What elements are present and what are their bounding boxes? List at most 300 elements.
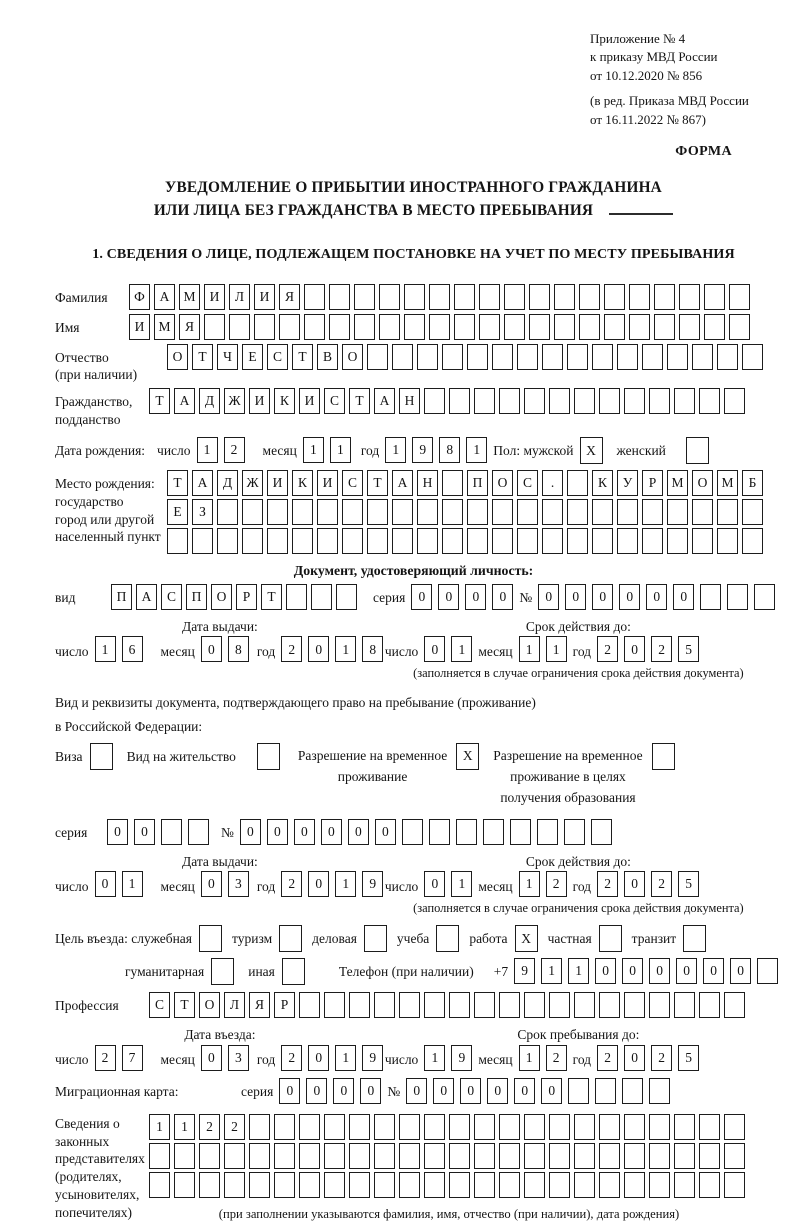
char-cell[interactable] — [217, 499, 238, 525]
char-cell[interactable] — [591, 819, 612, 845]
char-cell[interactable] — [299, 1143, 320, 1169]
char-cell[interactable] — [649, 992, 670, 1018]
char-cell[interactable]: Т — [174, 992, 195, 1018]
char-cell[interactable] — [667, 528, 688, 554]
char-cell[interactable] — [454, 284, 475, 310]
char-cell[interactable]: К — [274, 388, 295, 414]
char-cell[interactable]: П — [467, 470, 488, 496]
char-cell[interactable] — [524, 1143, 545, 1169]
char-cell[interactable]: 2 — [95, 1045, 116, 1071]
char-cell[interactable] — [717, 499, 738, 525]
char-cell[interactable]: 0 — [308, 1045, 329, 1071]
char-cell[interactable] — [392, 528, 413, 554]
char-cell[interactable]: 0 — [624, 636, 645, 662]
char-cell[interactable] — [474, 1172, 495, 1198]
char-cell[interactable]: 0 — [622, 958, 643, 984]
char-cell[interactable] — [554, 284, 575, 310]
char-cell[interactable] — [299, 1172, 320, 1198]
char-cell[interactable]: Ф — [129, 284, 150, 310]
char-cell[interactable] — [574, 1172, 595, 1198]
char-cell[interactable]: Ж — [224, 388, 245, 414]
char-cell[interactable]: 1 — [546, 636, 567, 662]
char-cell[interactable]: Н — [417, 470, 438, 496]
char-cell[interactable] — [399, 992, 420, 1018]
char-cell[interactable]: 1 — [466, 437, 487, 463]
char-cell[interactable] — [629, 284, 650, 310]
char-cell[interactable]: 0 — [541, 1078, 562, 1104]
char-cell[interactable] — [624, 388, 645, 414]
char-cell[interactable]: 1 — [451, 871, 472, 897]
char-cell[interactable] — [483, 819, 504, 845]
char-cell[interactable] — [442, 470, 463, 496]
char-cell[interactable] — [592, 499, 613, 525]
char-cell[interactable]: 0 — [348, 819, 369, 845]
char-cell[interactable]: 0 — [676, 958, 697, 984]
char-cell[interactable]: Б — [742, 470, 763, 496]
char-cell[interactable] — [567, 528, 588, 554]
char-cell[interactable] — [499, 388, 520, 414]
char-cell[interactable] — [311, 584, 332, 610]
char-cell[interactable] — [349, 1114, 370, 1140]
char-cell[interactable] — [574, 992, 595, 1018]
char-cell[interactable]: 1 — [95, 636, 116, 662]
char-cell[interactable] — [567, 470, 588, 496]
char-cell[interactable] — [429, 819, 450, 845]
char-cell[interactable]: 1 — [335, 871, 356, 897]
char-cell[interactable]: 2 — [281, 1045, 302, 1071]
char-cell[interactable] — [592, 344, 613, 370]
char-cell[interactable] — [399, 1114, 420, 1140]
char-cell[interactable]: М — [179, 284, 200, 310]
char-cell[interactable] — [492, 499, 513, 525]
char-cell[interactable]: О — [211, 584, 232, 610]
char-cell[interactable] — [149, 1143, 170, 1169]
temp-residence-permit-checkbox[interactable]: X — [456, 743, 479, 770]
char-cell[interactable] — [474, 992, 495, 1018]
char-cell[interactable]: Ж — [242, 470, 263, 496]
char-cell[interactable]: . — [542, 470, 563, 496]
char-cell[interactable]: З — [192, 499, 213, 525]
char-cell[interactable] — [617, 344, 638, 370]
char-cell[interactable] — [392, 344, 413, 370]
char-cell[interactable] — [149, 1172, 170, 1198]
char-cell[interactable] — [727, 584, 748, 610]
char-cell[interactable] — [724, 388, 745, 414]
char-cell[interactable]: 2 — [597, 871, 618, 897]
char-cell[interactable]: Е — [167, 499, 188, 525]
char-cell[interactable] — [699, 1172, 720, 1198]
char-cell[interactable]: 0 — [595, 958, 616, 984]
char-cell[interactable]: 1 — [519, 636, 540, 662]
char-cell[interactable] — [542, 499, 563, 525]
char-cell[interactable]: 5 — [678, 871, 699, 897]
char-cell[interactable] — [274, 1172, 295, 1198]
char-cell[interactable] — [404, 314, 425, 340]
char-cell[interactable] — [554, 314, 575, 340]
char-cell[interactable] — [292, 499, 313, 525]
char-cell[interactable]: 0 — [592, 584, 613, 610]
char-cell[interactable] — [449, 1172, 470, 1198]
char-cell[interactable] — [474, 388, 495, 414]
char-cell[interactable]: 0 — [411, 584, 432, 610]
char-cell[interactable]: О — [167, 344, 188, 370]
char-cell[interactable]: 9 — [362, 871, 383, 897]
char-cell[interactable] — [379, 314, 400, 340]
char-cell[interactable] — [399, 1143, 420, 1169]
char-cell[interactable] — [292, 528, 313, 554]
char-cell[interactable] — [499, 1114, 520, 1140]
char-cell[interactable] — [449, 1143, 470, 1169]
char-cell[interactable] — [564, 819, 585, 845]
char-cell[interactable]: С — [149, 992, 170, 1018]
char-cell[interactable]: С — [342, 470, 363, 496]
char-cell[interactable] — [274, 1114, 295, 1140]
char-cell[interactable]: О — [492, 470, 513, 496]
char-cell[interactable]: И — [267, 470, 288, 496]
char-cell[interactable] — [224, 1172, 245, 1198]
char-cell[interactable] — [456, 819, 477, 845]
char-cell[interactable] — [724, 1143, 745, 1169]
char-cell[interactable] — [161, 819, 182, 845]
char-cell[interactable] — [674, 992, 695, 1018]
char-cell[interactable] — [399, 1172, 420, 1198]
char-cell[interactable] — [742, 344, 763, 370]
char-cell[interactable]: 1 — [122, 871, 143, 897]
char-cell[interactable] — [167, 528, 188, 554]
char-cell[interactable] — [624, 1143, 645, 1169]
char-cell[interactable]: 0 — [673, 584, 694, 610]
char-cell[interactable] — [188, 819, 209, 845]
char-cell[interactable]: 0 — [360, 1078, 381, 1104]
char-cell[interactable]: 8 — [439, 437, 460, 463]
char-cell[interactable]: 1 — [519, 871, 540, 897]
char-cell[interactable]: А — [374, 388, 395, 414]
char-cell[interactable] — [249, 1114, 270, 1140]
char-cell[interactable] — [579, 314, 600, 340]
char-cell[interactable]: 2 — [546, 1045, 567, 1071]
char-cell[interactable]: Я — [249, 992, 270, 1018]
char-cell[interactable]: 0 — [406, 1078, 427, 1104]
char-cell[interactable] — [392, 499, 413, 525]
char-cell[interactable] — [729, 314, 750, 340]
char-cell[interactable] — [674, 1172, 695, 1198]
char-cell[interactable] — [199, 1172, 220, 1198]
char-cell[interactable]: А — [392, 470, 413, 496]
char-cell[interactable]: 0 — [514, 1078, 535, 1104]
char-cell[interactable]: 5 — [678, 636, 699, 662]
char-cell[interactable] — [624, 1172, 645, 1198]
char-cell[interactable] — [499, 1172, 520, 1198]
char-cell[interactable]: 2 — [224, 1114, 245, 1140]
char-cell[interactable]: 2 — [224, 437, 245, 463]
char-cell[interactable] — [604, 284, 625, 310]
sex-male-checkbox[interactable]: X — [580, 437, 603, 464]
char-cell[interactable]: Т — [367, 470, 388, 496]
char-cell[interactable] — [649, 1172, 670, 1198]
char-cell[interactable] — [424, 1114, 445, 1140]
char-cell[interactable] — [604, 314, 625, 340]
char-cell[interactable] — [324, 1172, 345, 1198]
char-cell[interactable]: 0 — [492, 584, 513, 610]
char-cell[interactable] — [649, 1078, 670, 1104]
char-cell[interactable]: 3 — [228, 1045, 249, 1071]
char-cell[interactable]: А — [174, 388, 195, 414]
purpose-private-checkbox[interactable] — [599, 925, 622, 952]
char-cell[interactable] — [599, 1143, 620, 1169]
char-cell[interactable] — [654, 314, 675, 340]
char-cell[interactable] — [467, 344, 488, 370]
char-cell[interactable]: И — [317, 470, 338, 496]
char-cell[interactable]: 0 — [134, 819, 155, 845]
char-cell[interactable]: К — [292, 470, 313, 496]
char-cell[interactable] — [549, 1143, 570, 1169]
char-cell[interactable]: И — [299, 388, 320, 414]
char-cell[interactable] — [624, 1114, 645, 1140]
char-cell[interactable]: С — [267, 344, 288, 370]
char-cell[interactable] — [642, 499, 663, 525]
char-cell[interactable] — [354, 284, 375, 310]
char-cell[interactable]: 0 — [619, 584, 640, 610]
char-cell[interactable]: А — [136, 584, 157, 610]
char-cell[interactable]: Л — [229, 284, 250, 310]
char-cell[interactable]: 2 — [199, 1114, 220, 1140]
char-cell[interactable] — [700, 584, 721, 610]
char-cell[interactable]: 0 — [433, 1078, 454, 1104]
char-cell[interactable] — [349, 992, 370, 1018]
char-cell[interactable]: Т — [149, 388, 170, 414]
char-cell[interactable]: 9 — [451, 1045, 472, 1071]
purpose-business-checkbox[interactable] — [364, 925, 387, 952]
char-cell[interactable] — [342, 499, 363, 525]
char-cell[interactable]: Т — [349, 388, 370, 414]
char-cell[interactable] — [537, 819, 558, 845]
char-cell[interactable]: И — [129, 314, 150, 340]
char-cell[interactable] — [674, 1143, 695, 1169]
char-cell[interactable]: 9 — [412, 437, 433, 463]
char-cell[interactable]: 0 — [107, 819, 128, 845]
purpose-official-checkbox[interactable] — [199, 925, 222, 952]
char-cell[interactable] — [742, 528, 763, 554]
char-cell[interactable]: 0 — [95, 871, 116, 897]
char-cell[interactable] — [492, 344, 513, 370]
char-cell[interactable] — [379, 284, 400, 310]
char-cell[interactable] — [599, 1172, 620, 1198]
char-cell[interactable] — [174, 1143, 195, 1169]
char-cell[interactable] — [517, 499, 538, 525]
char-cell[interactable] — [299, 1114, 320, 1140]
char-cell[interactable] — [617, 528, 638, 554]
char-cell[interactable] — [367, 499, 388, 525]
char-cell[interactable]: Р — [236, 584, 257, 610]
char-cell[interactable] — [599, 388, 620, 414]
char-cell[interactable] — [429, 314, 450, 340]
char-cell[interactable]: 1 — [335, 636, 356, 662]
char-cell[interactable]: Е — [242, 344, 263, 370]
char-cell[interactable]: 1 — [303, 437, 324, 463]
char-cell[interactable] — [724, 1114, 745, 1140]
char-cell[interactable] — [492, 528, 513, 554]
char-cell[interactable]: Р — [642, 470, 663, 496]
char-cell[interactable]: 1 — [451, 636, 472, 662]
char-cell[interactable]: Д — [199, 388, 220, 414]
char-cell[interactable]: 0 — [624, 871, 645, 897]
char-cell[interactable]: С — [161, 584, 182, 610]
char-cell[interactable]: 0 — [646, 584, 667, 610]
char-cell[interactable] — [349, 1143, 370, 1169]
char-cell[interactable]: 0 — [565, 584, 586, 610]
purpose-other-checkbox[interactable] — [282, 958, 305, 985]
char-cell[interactable]: О — [692, 470, 713, 496]
char-cell[interactable] — [254, 314, 275, 340]
char-cell[interactable]: 0 — [321, 819, 342, 845]
char-cell[interactable]: У — [617, 470, 638, 496]
char-cell[interactable] — [629, 314, 650, 340]
char-cell[interactable]: 2 — [651, 871, 672, 897]
char-cell[interactable] — [692, 499, 713, 525]
char-cell[interactable] — [267, 499, 288, 525]
char-cell[interactable]: Д — [217, 470, 238, 496]
char-cell[interactable] — [649, 388, 670, 414]
char-cell[interactable]: И — [254, 284, 275, 310]
char-cell[interactable] — [692, 344, 713, 370]
char-cell[interactable] — [549, 1172, 570, 1198]
char-cell[interactable]: 2 — [546, 871, 567, 897]
char-cell[interactable]: 0 — [306, 1078, 327, 1104]
char-cell[interactable]: Я — [179, 314, 200, 340]
char-cell[interactable]: М — [717, 470, 738, 496]
char-cell[interactable] — [717, 528, 738, 554]
char-cell[interactable]: 0 — [649, 958, 670, 984]
char-cell[interactable] — [504, 284, 525, 310]
char-cell[interactable] — [424, 1172, 445, 1198]
char-cell[interactable] — [304, 314, 325, 340]
purpose-study-checkbox[interactable] — [436, 925, 459, 952]
char-cell[interactable] — [724, 992, 745, 1018]
char-cell[interactable] — [649, 1114, 670, 1140]
char-cell[interactable] — [329, 314, 350, 340]
char-cell[interactable] — [442, 499, 463, 525]
char-cell[interactable]: Я — [279, 284, 300, 310]
char-cell[interactable] — [336, 584, 357, 610]
char-cell[interactable]: 2 — [597, 636, 618, 662]
char-cell[interactable] — [724, 1172, 745, 1198]
purpose-transit-checkbox[interactable] — [683, 925, 706, 952]
char-cell[interactable] — [757, 958, 778, 984]
char-cell[interactable]: 0 — [730, 958, 751, 984]
char-cell[interactable]: 1 — [385, 437, 406, 463]
char-cell[interactable] — [424, 388, 445, 414]
char-cell[interactable]: 9 — [514, 958, 535, 984]
char-cell[interactable] — [174, 1172, 195, 1198]
char-cell[interactable] — [342, 528, 363, 554]
char-cell[interactable]: 1 — [335, 1045, 356, 1071]
char-cell[interactable] — [417, 499, 438, 525]
char-cell[interactable] — [192, 528, 213, 554]
char-cell[interactable] — [654, 284, 675, 310]
char-cell[interactable] — [417, 528, 438, 554]
char-cell[interactable] — [474, 1114, 495, 1140]
char-cell[interactable] — [524, 1114, 545, 1140]
char-cell[interactable]: 0 — [308, 636, 329, 662]
char-cell[interactable]: 6 — [122, 636, 143, 662]
char-cell[interactable] — [667, 499, 688, 525]
sex-female-checkbox[interactable] — [686, 437, 709, 464]
char-cell[interactable]: 0 — [267, 819, 288, 845]
char-cell[interactable]: О — [199, 992, 220, 1018]
char-cell[interactable]: К — [592, 470, 613, 496]
char-cell[interactable]: 0 — [201, 1045, 222, 1071]
char-cell[interactable]: 2 — [651, 636, 672, 662]
char-cell[interactable]: Т — [167, 470, 188, 496]
char-cell[interactable] — [367, 344, 388, 370]
char-cell[interactable] — [429, 284, 450, 310]
char-cell[interactable] — [704, 314, 725, 340]
char-cell[interactable] — [699, 388, 720, 414]
char-cell[interactable]: 0 — [333, 1078, 354, 1104]
char-cell[interactable]: 1 — [149, 1114, 170, 1140]
char-cell[interactable]: Н — [399, 388, 420, 414]
char-cell[interactable] — [624, 992, 645, 1018]
char-cell[interactable]: 0 — [624, 1045, 645, 1071]
char-cell[interactable]: 0 — [279, 1078, 300, 1104]
char-cell[interactable]: 0 — [538, 584, 559, 610]
char-cell[interactable]: 1 — [568, 958, 589, 984]
purpose-tourism-checkbox[interactable] — [279, 925, 302, 952]
char-cell[interactable]: 0 — [240, 819, 261, 845]
char-cell[interactable] — [499, 1143, 520, 1169]
char-cell[interactable]: А — [192, 470, 213, 496]
char-cell[interactable] — [592, 528, 613, 554]
char-cell[interactable] — [374, 1172, 395, 1198]
char-cell[interactable] — [754, 584, 775, 610]
char-cell[interactable]: С — [324, 388, 345, 414]
purpose-humanitarian-checkbox[interactable] — [211, 958, 234, 985]
char-cell[interactable] — [286, 584, 307, 610]
char-cell[interactable]: 0 — [465, 584, 486, 610]
char-cell[interactable] — [649, 1143, 670, 1169]
char-cell[interactable] — [242, 528, 263, 554]
char-cell[interactable]: 0 — [487, 1078, 508, 1104]
edu-residence-permit-checkbox[interactable] — [652, 743, 675, 770]
char-cell[interactable]: П — [186, 584, 207, 610]
char-cell[interactable] — [204, 314, 225, 340]
char-cell[interactable] — [692, 528, 713, 554]
char-cell[interactable] — [279, 314, 300, 340]
char-cell[interactable] — [424, 992, 445, 1018]
char-cell[interactable]: 1 — [197, 437, 218, 463]
char-cell[interactable] — [299, 992, 320, 1018]
char-cell[interactable] — [524, 992, 545, 1018]
char-cell[interactable]: 0 — [375, 819, 396, 845]
char-cell[interactable]: 1 — [541, 958, 562, 984]
char-cell[interactable] — [374, 992, 395, 1018]
char-cell[interactable] — [579, 284, 600, 310]
char-cell[interactable] — [229, 314, 250, 340]
char-cell[interactable] — [442, 344, 463, 370]
char-cell[interactable] — [467, 528, 488, 554]
char-cell[interactable] — [474, 1143, 495, 1169]
char-cell[interactable]: Ч — [217, 344, 238, 370]
char-cell[interactable] — [317, 499, 338, 525]
char-cell[interactable] — [349, 1172, 370, 1198]
char-cell[interactable] — [674, 1114, 695, 1140]
char-cell[interactable]: А — [154, 284, 175, 310]
char-cell[interactable]: 2 — [281, 636, 302, 662]
char-cell[interactable] — [304, 284, 325, 310]
char-cell[interactable] — [329, 284, 350, 310]
char-cell[interactable]: С — [517, 470, 538, 496]
char-cell[interactable]: 1 — [519, 1045, 540, 1071]
